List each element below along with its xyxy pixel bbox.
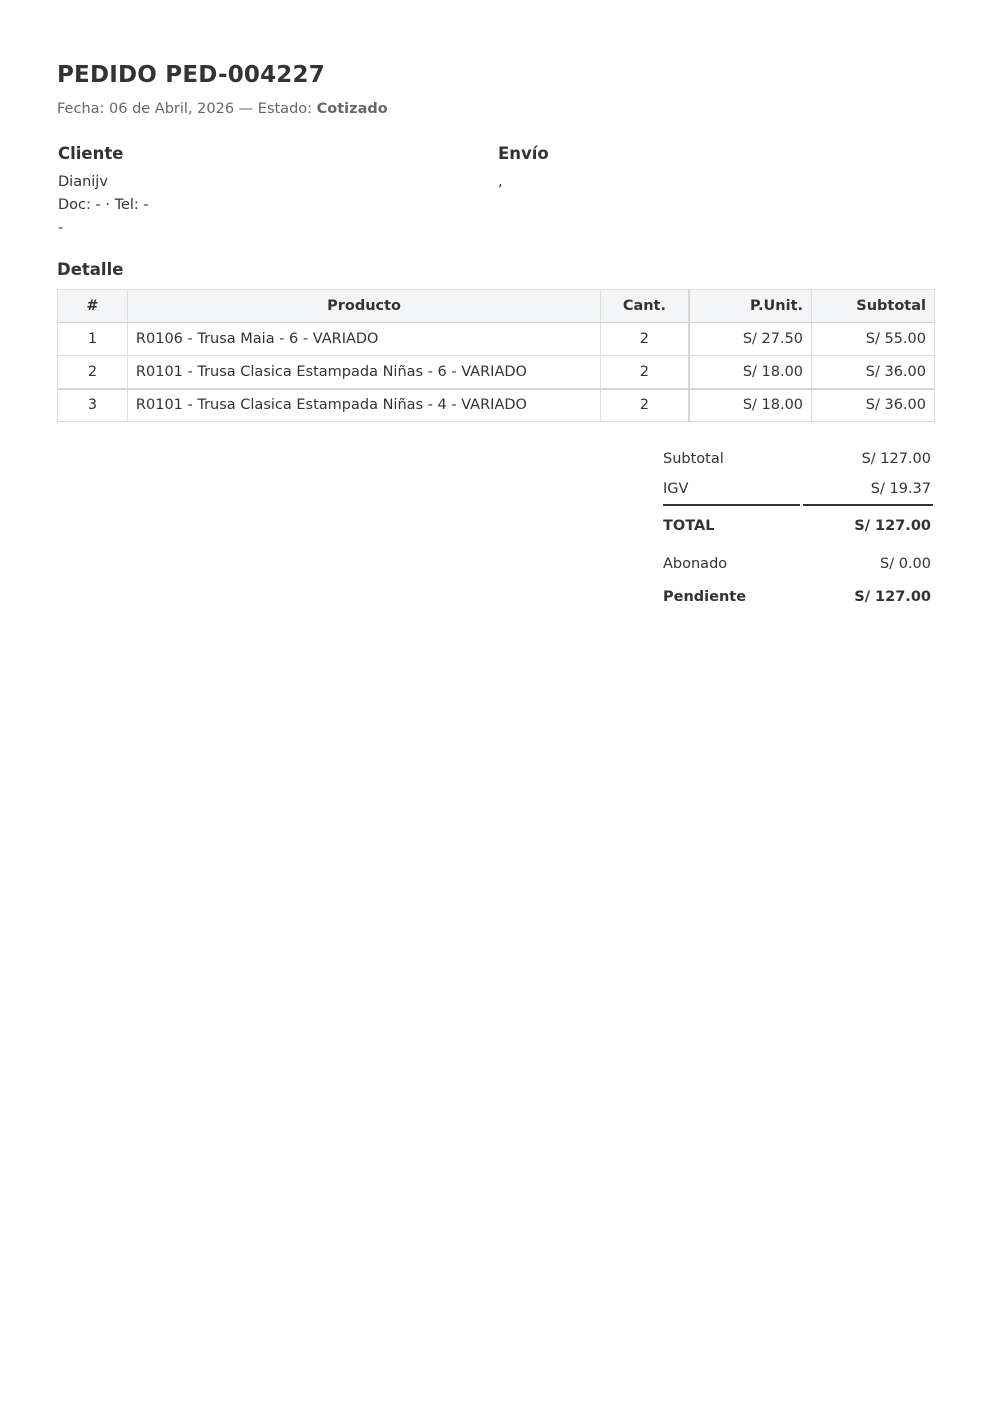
col-header-num: # <box>58 290 128 323</box>
row-subtotal: S/ 36.00 <box>812 389 935 422</box>
table-row <box>58 323 935 356</box>
client-name: Dianijv <box>58 174 108 190</box>
subtotal-label: Subtotal <box>663 451 724 467</box>
totals-paid-row <box>663 556 933 580</box>
totals-pending-row <box>663 589 933 613</box>
shipping-address: , <box>498 174 503 190</box>
total-divider-right <box>803 504 933 506</box>
table-row <box>58 356 935 389</box>
totals-subtotal-row <box>663 451 933 475</box>
detail-heading: Detalle <box>57 260 124 279</box>
pending-value: S/ 127.00 <box>854 589 931 605</box>
paid-value: S/ 0.00 <box>880 556 931 572</box>
col-header-subtotal: Subtotal <box>812 290 935 323</box>
row-subtotal: S/ 55.00 <box>812 323 935 356</box>
igv-label: IGV <box>663 481 689 497</box>
row-product: R0106 - Trusa Maia - 6 - VARIADO <box>127 323 600 356</box>
row-unit-price: S/ 18.00 <box>689 389 812 422</box>
shipping-heading: Envío <box>498 144 549 163</box>
status-badge: Cotizado <box>316 101 388 117</box>
pending-label: Pendiente <box>663 589 747 605</box>
client-heading: Cliente <box>58 144 124 163</box>
subtotal-value: S/ 127.00 <box>861 451 931 467</box>
row-unit-price: S/ 27.50 <box>689 323 812 356</box>
order-date: Fecha: 06 de Abril, 2026 — Estado: <box>57 101 317 117</box>
total-value: S/ 127.00 <box>854 518 931 534</box>
row-product: R0101 - Trusa Clasica Estampada Niñas - 4 - VARIADO <box>127 389 600 422</box>
row-num: 2 <box>58 356 128 389</box>
totals-igv-row <box>663 481 933 505</box>
row-unit-price: S/ 18.00 <box>689 356 812 389</box>
page-title: PEDIDO PED-004227 <box>57 62 325 88</box>
row-qty: 2 <box>601 323 689 356</box>
total-divider-left <box>663 504 800 506</box>
order-meta <box>57 101 388 117</box>
col-header-product: Producto <box>127 290 600 323</box>
client-contact: Doc: - · Tel: - <box>58 197 149 213</box>
col-header-unit-price: P.Unit. <box>689 290 812 323</box>
row-num: 1 <box>58 323 128 356</box>
totals-total-row <box>663 518 933 542</box>
paid-label: Abonado <box>663 556 728 572</box>
col-header-qty: Cant. <box>601 290 689 323</box>
row-qty: 2 <box>601 356 689 389</box>
igv-value: S/ 19.37 <box>870 481 931 497</box>
table-header-row <box>58 290 935 323</box>
row-qty: 2 <box>601 389 689 422</box>
items-table <box>57 289 935 422</box>
table-row <box>58 389 935 422</box>
row-subtotal: S/ 36.00 <box>812 356 935 389</box>
total-label: TOTAL <box>663 518 715 534</box>
row-product: R0101 - Trusa Clasica Estampada Niñas - 6 - VARIADO <box>127 356 600 389</box>
row-num: 3 <box>58 389 128 422</box>
client-extra: - <box>58 220 64 236</box>
